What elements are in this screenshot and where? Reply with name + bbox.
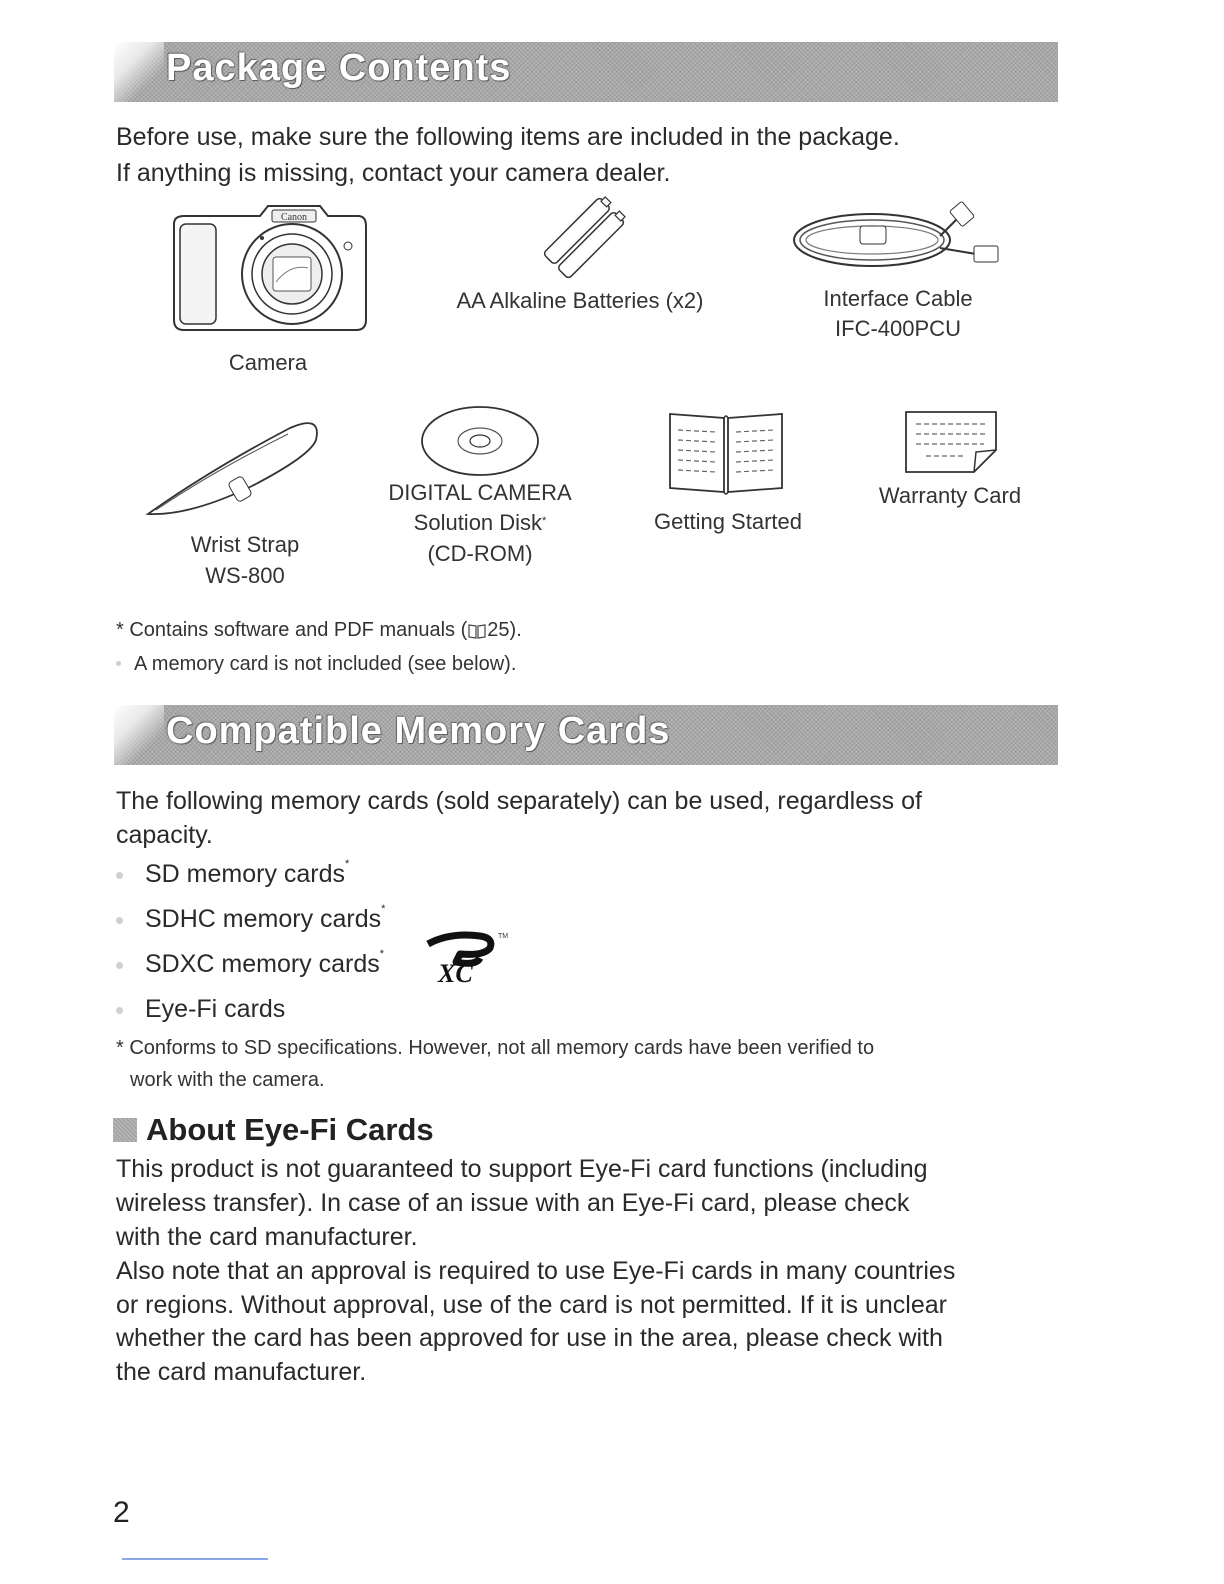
card-type-sdxc: SDXC memory cards*: [145, 948, 385, 978]
cable-label-2: IFC-400PCU: [835, 316, 961, 341]
memory-intro-1: The following memory cards (sold separately) can be used, regardless of: [116, 787, 922, 815]
strap-label-2: WS-800: [205, 563, 285, 588]
banner-accent: [114, 705, 164, 765]
package-note-1: * Contains software and PDF manuals ( 25).: [116, 619, 522, 641]
card-type-eye-fi: Eye-Fi cards: [145, 995, 286, 1023]
bullet-dot: [116, 962, 123, 969]
batteries-label: AA Alkaline Batteries (x2): [456, 288, 704, 313]
strap-label-1: Wrist Strap: [190, 532, 300, 557]
bullet-dot: [116, 1007, 123, 1014]
memory-cards-banner: [114, 705, 1058, 765]
bullet-dot: [116, 872, 123, 879]
package-intro-1: Before use, make sure the following items are included in the package.: [116, 123, 900, 151]
svg-text:Canon: Canon: [280, 212, 308, 223]
camera-label: Camera: [228, 350, 308, 375]
getting-started-book-icon: [666, 410, 786, 496]
getting-started-label: Getting Started: [654, 509, 802, 534]
wrist-strap-icon: [140, 410, 330, 530]
eye-fi-line-5: or regions. Without approval, use of the card is not permitted. If it is unclear: [116, 1291, 947, 1319]
cable-icon: [790, 196, 1010, 286]
memory-cards-title: Compatible Memory Cards: [166, 710, 671, 752]
warranty-card-icon: [904, 410, 998, 474]
svg-text:XC: XC: [438, 959, 473, 988]
banner-accent: [114, 42, 164, 102]
eye-fi-line-6: whether the card has been approved for use in the area, please check with: [116, 1324, 943, 1352]
section-square-icon: [113, 1118, 137, 1142]
disk-label-1: DIGITAL CAMERA: [388, 480, 572, 505]
eye-fi-line-1: This product is not guaranteed to support Eye-Fi card functions (including: [116, 1155, 928, 1183]
card-type-sdhc: SDHC memory cards*: [145, 903, 386, 933]
batteries-icon: [536, 198, 632, 278]
package-contents-title: Package Contents: [166, 47, 512, 89]
eye-fi-line-4: Also note that an approval is required to use Eye-Fi cards in many countries: [116, 1257, 956, 1285]
footer-rule: [122, 1558, 268, 1560]
disk-label-3: (CD-ROM): [427, 541, 533, 566]
bullet-dot: [116, 917, 123, 924]
cd-rom-icon: [420, 404, 540, 478]
disk-label-2: Solution Disk*: [413, 510, 547, 535]
svg-text:TM: TM: [498, 933, 509, 940]
memory-intro-2: capacity.: [116, 821, 213, 849]
eye-fi-line-7: the card manufacturer.: [116, 1358, 367, 1386]
warranty-card-label: Warranty Card: [878, 483, 1022, 508]
eye-fi-heading: About Eye-Fi Cards: [146, 1112, 434, 1147]
eye-fi-line-3: with the card manufacturer.: [116, 1223, 418, 1251]
package-note-2: A memory card is not included (see below).: [134, 653, 517, 675]
memory-footnote-2: work with the camera.: [130, 1069, 325, 1091]
note-bullet: [116, 661, 121, 666]
page-number: 2: [113, 1496, 130, 1529]
package-intro-2: If anything is missing, contact your camera dealer.: [116, 159, 671, 187]
camera-icon: [170, 202, 370, 342]
cable-label-1: Interface Cable: [823, 286, 973, 311]
eye-fi-line-2: wireless transfer). In case of an issue with an Eye-Fi card, please check: [116, 1189, 910, 1217]
memory-footnote-1: * Conforms to SD specifications. However, not all memory cards have been verified to: [116, 1037, 875, 1059]
card-type-sd: SD memory cards*: [145, 858, 350, 888]
sdxc-logo-icon: [420, 926, 509, 988]
package-contents-banner: [114, 42, 1058, 102]
book-ref-icon: [467, 622, 487, 640]
